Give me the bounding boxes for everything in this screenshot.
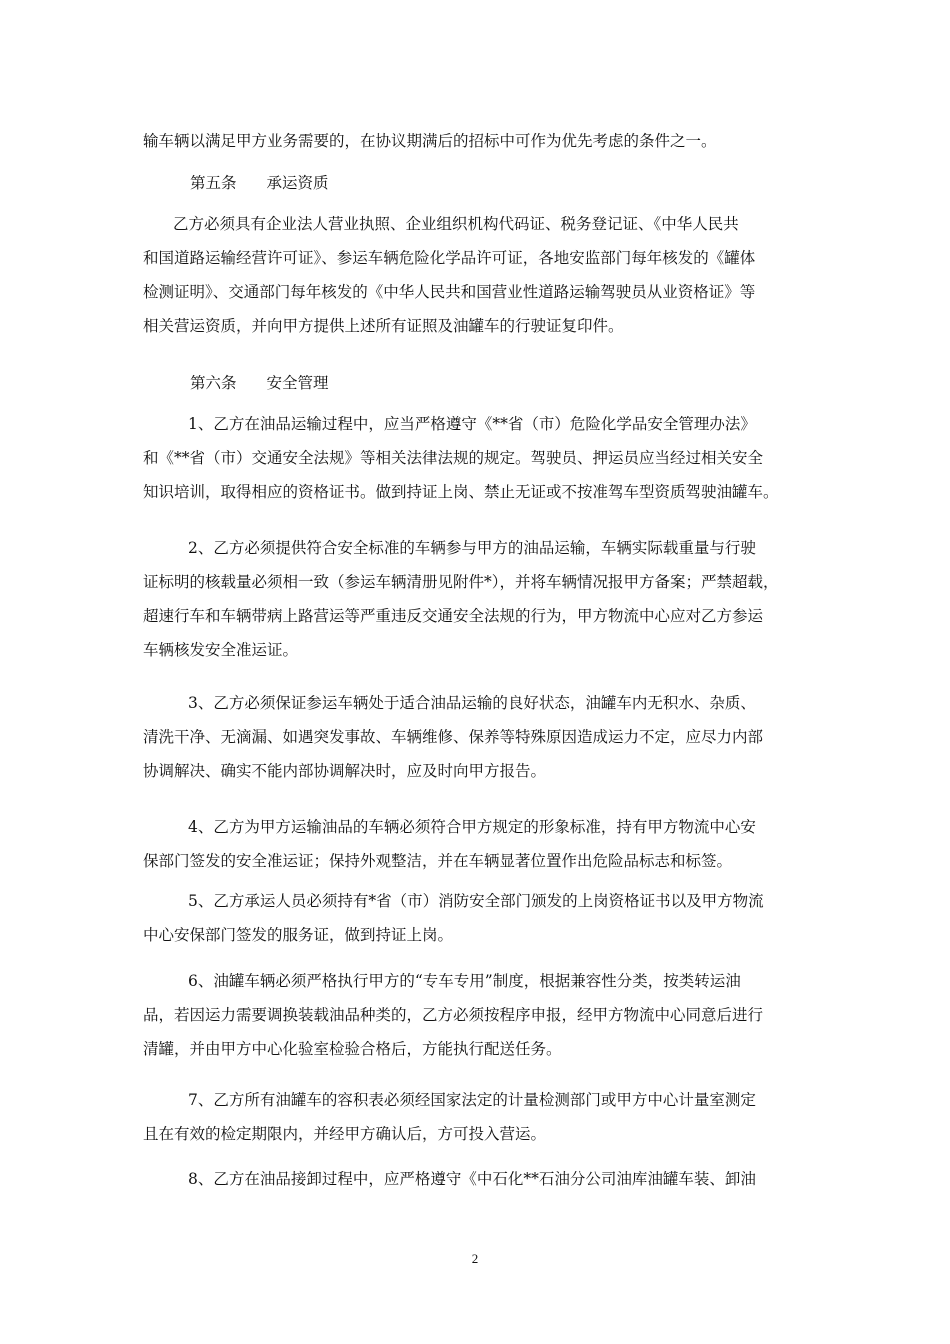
paragraph-article4-end: 输车辆以满足甲方业务需要的，在协议期满后的招标中可作为优先考虑的条件之一。 — [143, 132, 717, 150]
clause-4: 4、乙方为甲方运输油品的车辆必须符合甲方规定的形象标准，持有甲方物流中心安 保部门签发的安全准运证；保持外观整洁，并在车辆显著位置作出危险品标志和标签。 — [143, 818, 756, 870]
clause-6: 6、油罐车辆必须严格执行甲方的“专车专用”制度，根据兼容性分类，按类转运油 品，若因运力需要调换装载油品种类的，乙方必须按程序申报，经甲方物流中心同意后进行 清罐，并由甲方中心化验室检验合格后，方能执行配送任务。 — [143, 972, 764, 1058]
clause-1: 1、乙方在油品运输过程中，应当严格遵守《**省（市）危险化学品安全管理办法》 和《**省（市）交通安全法规》等相关法律法规的规定。驾驶员、押运员应当经过相关安全 知识培训，取得相应的资格证书。做到持证上岗、禁止无证或不按准驾车型资质驾驶油罐车。 — [143, 415, 779, 501]
clause-5: 5、乙方承运人员必须持有*省（市）消防安全部门颁发的上岗资格证书以及甲方物流 中心安保部门签发的服务证，做到持证上岗。 — [143, 892, 764, 944]
article-heading-6: 第六条 安全管理 — [190, 374, 329, 392]
clause-2: 2、乙方必须提供符合安全标准的车辆参与甲方的油品运输，车辆实际载重量与行驶 证标明的核载量必须相一致（参运车辆清册见附件*），并将车辆情况报甲方备案；严禁超载， 超速行车和车辆带病上路营运等严重违反交通安全法规的行为，甲方物流中心应对乙方参运 车辆核发安全准运证。 — [143, 539, 779, 659]
page-number: 2 — [471, 1251, 479, 1266]
article-heading-5: 第五条 承运资质 — [190, 174, 329, 192]
paragraph-qualifications: 乙方必须具有企业法人营业执照、企业组织机构代码证、税务登记证、《中华人民共 和国道路运输经营许可证》、参运车辆危险化学品许可证，各地安监部门每年核发的《罐体 检测证明》、交通部门每年核发的《中华人民共和国营业性道路运输驾驶员从业资格证》等 相关营运资质，并向甲方提供上述所有证照及油罐车的行驶证复印件。 — [143, 215, 756, 335]
clause-3: 3、乙方必须保证参运车辆处于适合油品运输的良好状态，油罐车内无积水、杂质、 清洗干净、无滴漏、如遇突发事故、车辆维修、保养等特殊原因造成运力不定，应尽力内部 协调解决、确实不能内部协调解决时，应及时向甲方报告。 — [143, 694, 764, 780]
clause-7: 7、乙方所有油罐车的容积表必须经国家法定的计量检测部门或甲方中心计量室测定 且在有效的检定期限内，并经甲方确认后，方可投入营运。 — [143, 1091, 756, 1143]
clause-8: 8、乙方在油品接卸过程中，应严格遵守《中石化**石油分公司油库油罐车装、卸油 — [188, 1170, 756, 1188]
